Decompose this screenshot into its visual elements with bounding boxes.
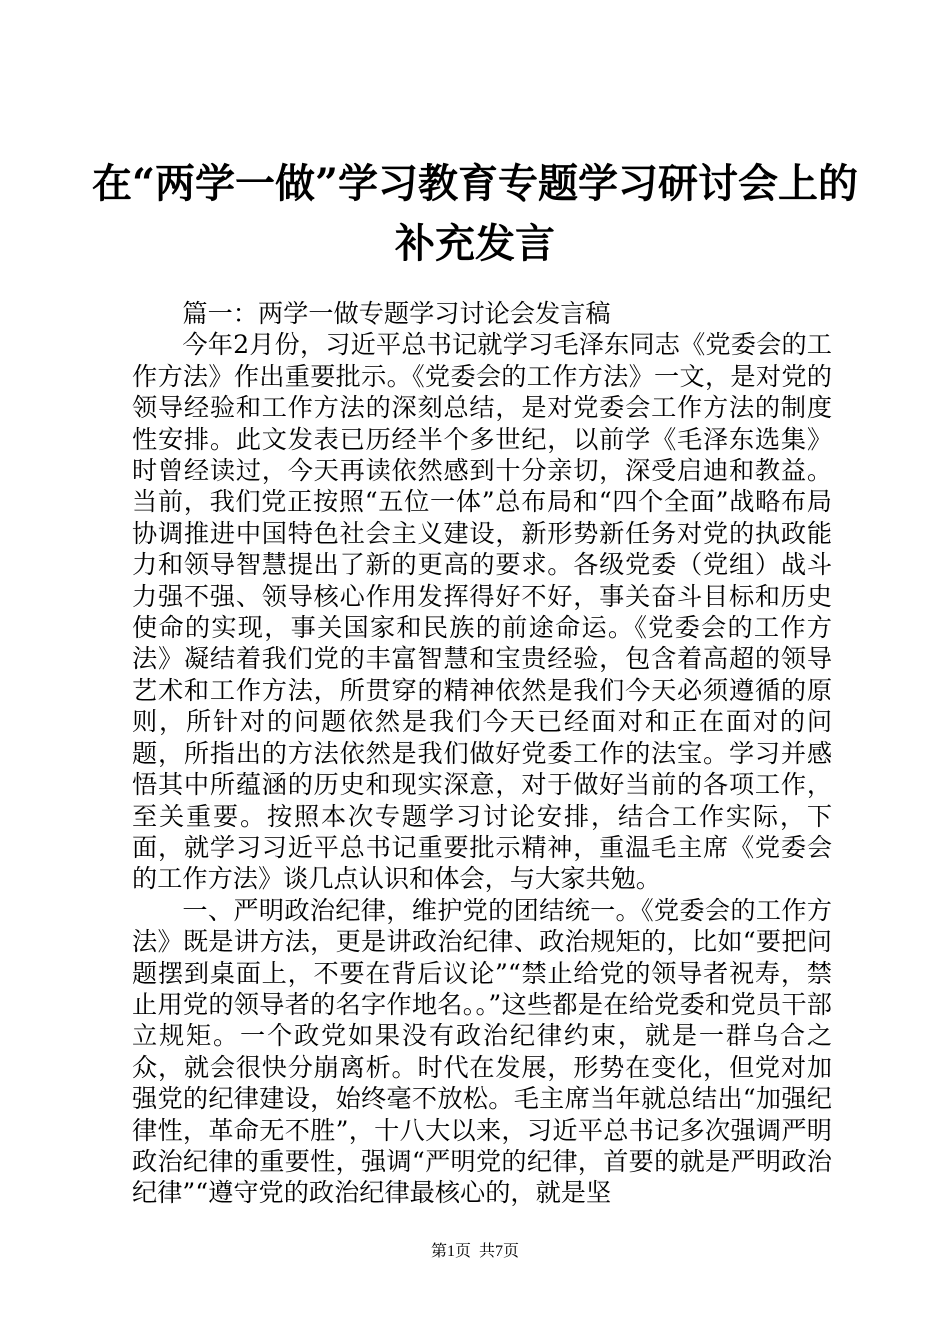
body-paragraph-1: 今年2月份，习近平总书记就学习毛泽东同志《党委会的工作方法》作出重要批示。《党委会的工作方法》一文，是对党的领导经验和工作方法的深刻总结，是对党委会工作方法的制度性安排。此文发表已历经半个多世纪，以前学《毛泽东选集》时曾经读过，今天再读依然感到十分亲切，深受启迪和教益。当前，我们党正按照“五位一体”总布局和“四个全面”战略布局协调推进中国特色社会主义建设，新形势新任务对党的执政能力和领导智慧提出了新的更高的要求。各级党委（党组）战斗力强不强、领导核心作用发挥得好不好，事关奋斗目标和历史使命的实现，事关国家和民族的前途命运。《党委会的工作方法》凝结着我们党的丰富智慧和宝贵经验，包含着高超的领导艺术和工作方法，所贯穿的精神依然是我们今天必须遵循的原则，所针对的问题依然是我们今天已经面对和正在面对的问题，所指出的方法依然是我们做好党委工作的法宝。学习并感悟其中所蕴涵的历史和现实深意，对于做好当前的各项工作，至关重要。按照本次专题学习讨论安排，结合工作实际，下面，就学习习近平总书记重要批示精神，重温毛主席《党委会的工作方法》谈几点认识和体会，与大家共勉。 — [132, 330, 832, 894]
document-body — [132, 298, 832, 1209]
section-heading: 篇一：两学一做专题学习讨论会发言稿 — [182, 299, 611, 328]
document-title-line-2: 补充发言 — [395, 220, 555, 267]
body-paragraph-2: 一、严明政治纪律，维护党的团结统一。《党委会的工作方法》既是讲方法，更是讲政治纪律、政治规矩的，比如“要把问题摆到桌面上，不要在背后议论”“禁止给党的领导者祝寿，禁止用党的领导者的名字作地名。。”这些都是在给党委和党员干部立规矩。一个政党如果没有政治纪律约束，就是一群乌合之众，就会很快分崩离析。时代在发展，形势在变化，但党对加强党的纪律建设，始终毫不放松。毛主席当年就总结出“加强纪律性，革命无不胜”，十八大以来，习近平总书记多次强调严明政治纪律的重要性，强调“严明党的纪律，首要的就是严明政治纪律”“遵守党的政治纪律最核心的，就是坚 — [132, 895, 832, 1208]
document-title-line-1: 在“两学一做”学习教育专题学习研讨会上的 — [91, 160, 858, 207]
page-footer: 第1页 共7页 — [430, 1243, 519, 1260]
